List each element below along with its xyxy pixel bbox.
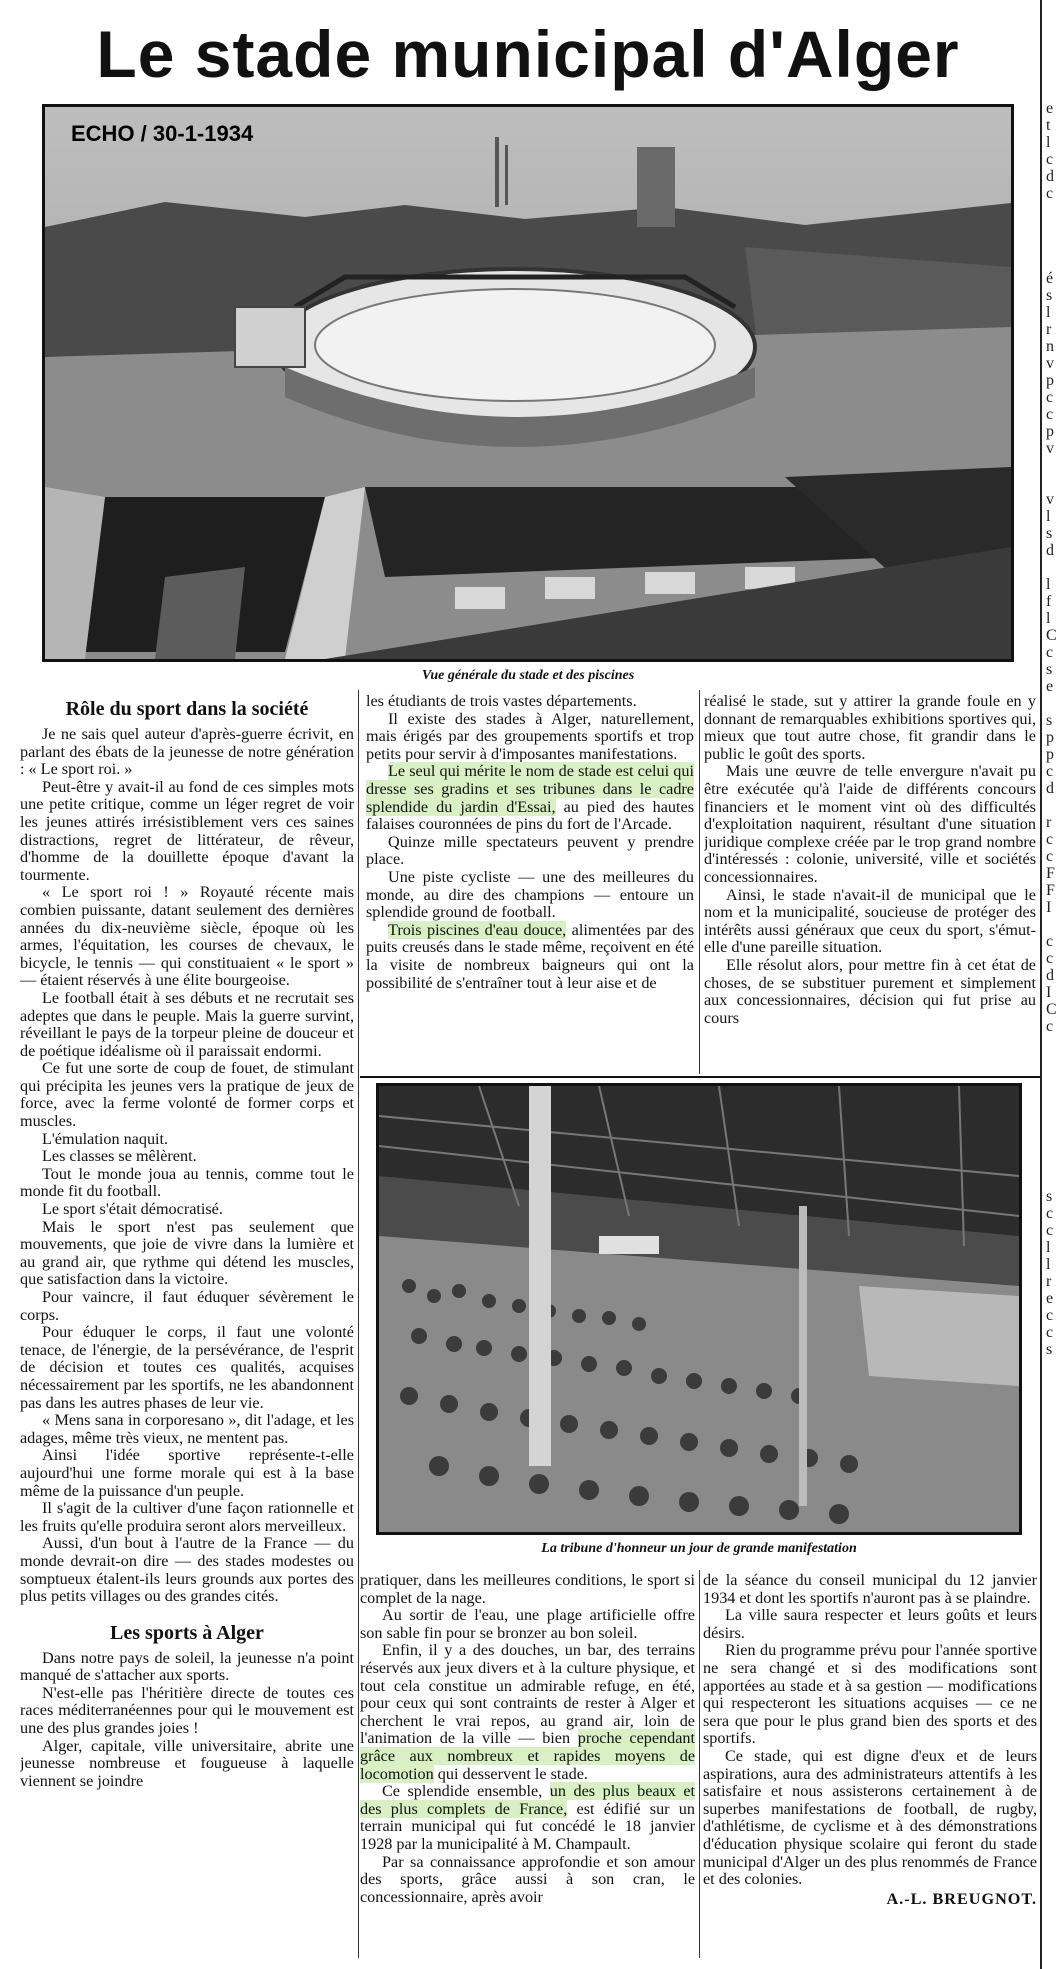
horizontal-rule	[360, 1076, 1040, 1078]
paragraph: Les classes se mêlèrent.	[42, 1147, 197, 1166]
article-column-1	[20, 696, 354, 1958]
paragraph: N'est-elle pas l'héritière directe de toutes ces races méditerranéennes pour qui le mouvement est une des plus grandes joies !	[20, 1683, 354, 1738]
section-title: Rôle du sport dans la société	[65, 698, 309, 720]
column-separator	[358, 690, 359, 1958]
column-rule-right	[1040, 0, 1042, 1969]
article-column-2	[366, 693, 694, 1071]
article-column-3	[704, 693, 1036, 1071]
paragraph: Le sport s'était démocratisé.	[42, 1200, 223, 1219]
paragraph: Je ne sais quel auteur d'après-guerre écrivit, en parlant des ébats de la jeunesse de notre génération : « Le sport roi. »	[20, 725, 354, 779]
paragraph: Tout le monde joua au tennis, comme tout le monde fit du football.	[20, 1164, 354, 1201]
paragraph: Aussi, d'un bout à l'autre de la France — du monde devrait-on dire — des stades modestes ou somptueux étalent-ils leurs grounds aux portes des plus petits villages ou des grandes cités.	[20, 1534, 354, 1606]
paragraph: Peut-être y avait-il au fond de ces simples mots une petite critique, comme un léger regret de voir les jeunes attirés irrésistiblement vers ces saines distractions, regret de littérateur, de rêveur, d'homme de la douillette époque d'avant la tourmente.	[20, 777, 354, 884]
paragraph: Elle résolut alors, pour mettre fin à cet état de choses, de se substituer purement et simplement aux concessionnaires, décision qui fut prise au cours	[704, 955, 1036, 1027]
paragraph: Pour éduquer le corps, il faut une volonté tenace, de l'énergie, de la persévérance, de l'esprit de décision et toutes ces qualités, acquises nécessairement par les sportifs, ne les abandonnent pas dans les autres phases de leur vie.	[20, 1323, 354, 1412]
paragraph: Il s'agit de la cultiver d'une façon rationnelle et les fruits qu'elle produira seront alors merveilleux.	[20, 1499, 354, 1535]
paragraph: Quinze mille spectateurs peuvent y prendre place.	[366, 832, 694, 869]
column-separator	[699, 1570, 700, 1958]
paragraph: pratiquer, dans les meilleures conditions, le sport si complet de la nage.	[360, 1572, 695, 1607]
paragraph	[366, 763, 694, 833]
paragraph: Une piste cycliste — une des meilleures du monde, au dire des champions — entoure un splendide ground de football.	[366, 867, 694, 922]
column-separator	[699, 690, 700, 1074]
stadium-aerial-photo	[42, 104, 1014, 662]
text-run: Ce splendide ensemble,	[382, 1782, 550, 1801]
text-run: est édifié sur un terrain municipal qui fut concédé le 18 janvier 1928 par la municipalité à M. Champault.	[360, 1799, 695, 1853]
paragraph: Ainsi l'idée sportive représente-t-elle aujourd'hui une forme morale qui est à la base même de la puissance d'un peuple.	[20, 1446, 354, 1500]
article-column-5	[703, 1572, 1037, 1958]
adjacent-column-fragment: e t l c d c é s l r n v p c c p v v l s d l f l C c s e s p p c d r c c F F I c c d I C c s c c l l r e c c s	[1046, 100, 1057, 1358]
paragraph: Par sa connaissance approfondie et son amour des sports, grâce aussi à son cran, le concessionnaire, après avoir	[360, 1852, 695, 1906]
paragraph: Ainsi, le stade n'avait-il de municipal que le nom et la municipalité, soucieuse de protéger des intérêts aussi généraux que ceux du sport, s'émut-elle d'une pareille situation.	[704, 885, 1036, 957]
paragraph	[366, 922, 694, 992]
tribune-photo-caption: La tribune d'honneur un jour de grande manifestation	[541, 1541, 857, 1556]
paragraph: réalisé le stade, sut y attirer la grande foule en y donnant de remarquables exhibitions sportives qui, mieux que tout autre chose, fit grandir dans le public le goût des sports.	[704, 693, 1036, 763]
paragraph: Au sortir de l'eau, une plage artificielle offre son sable fin pour se bronzer au bon soleil.	[360, 1606, 695, 1642]
paragraph: Dans notre pays de soleil, la jeunesse n'a point manqué de s'attacher aux sports.	[20, 1648, 354, 1685]
paragraph: Rien du programme prévu pour l'année sportive ne sera changé et si des modifications sont apportées au stade et à sa gestion — modifications qui respecteront les situations acquises — ce ne sera que pour le plus grand bien des sports et des sportifs.	[703, 1641, 1037, 1748]
paragraph: Ce stade, qui est digne d'eux et de leurs aspirations, aura des administrateurs attentifs à les satisfaire et nous assisterons certainement à de superbes manifestations de football, de rugby, d'athlétisme, de cyclisme et à des démonstrations d'éducation physique scolaire qui feront du stade municipal d'Alger un des plus renommés de France et des colonies.	[703, 1746, 1037, 1889]
highlighted-text: proche cependant grâce aux nombreux et rapides moyens de locomotion	[360, 1729, 695, 1783]
article-column-4	[360, 1572, 695, 1952]
paragraph	[360, 1642, 695, 1783]
highlighted-text: Le seul qui mérite le nom de stade est celui qui dresse ses gradins et ses tribunes dans le cadre splendide du jardin d'Essai,	[366, 762, 694, 816]
stadium-photo-caption: Vue générale du stade et des piscines	[421, 668, 635, 683]
highlighted-text: Trois piscines d'eau douce,	[388, 920, 567, 939]
paragraph: La ville saura respecter et leurs goûts et leurs désirs.	[703, 1606, 1037, 1642]
paragraph: L'émulation naquit.	[42, 1129, 169, 1148]
paragraph: les étudiants de trois vastes départements.	[366, 693, 637, 710]
paragraph: « Mens sana in corporesano », dit l'adage, et les adages, même très vieux, ne mentent pas.	[20, 1411, 354, 1447]
paragraph: Alger, capitale, ville universitaire, abrite une jeunesse nombreuse et fougueuse à laquelle viennent se joindre	[20, 1736, 354, 1790]
text-run: qui desservent le stade.	[433, 1764, 588, 1783]
section-title: Les sports à Alger	[110, 1621, 264, 1644]
paragraph: Mais une œuvre de telle envergure n'avait pu être exécutée qu'à l'aide de différents concours financiers et le moment vint où des difficultés d'exploitation naquirent, résultant d'une situation juridique complexe créée par le trop grand nombre d'intéressés : colonie, université, ville et sociétés concessionnaires.	[704, 762, 1036, 886]
headline: Le stade municipal d'Alger	[96, 17, 960, 91]
text-run: alimentées par des puits creusés dans le stade même, reçoivent en été la visite de nombreux baigneurs qui ont la possibilité de s'entraîner tout à leur aise et de	[366, 920, 694, 992]
stadium-photo-art	[45, 107, 1011, 659]
author-signature: A.-L. BREUGNOT.	[886, 1889, 1037, 1908]
paragraph: Il existe des stades à Alger, naturellement, mais érigés par des groupements sportifs et trop petits pour servir à d'imposantes manifestations.	[366, 709, 694, 763]
paragraph: Le football était à ses débuts et ne recrutait ses adeptes que dans le peuple. Mais la guerre survint, réveillant le pays de la torpeur pleine de douceur et de poétique idéalisme où il paraissait endormi.	[20, 988, 354, 1060]
paragraph	[360, 1783, 695, 1853]
tribune-photo-art	[379, 1086, 1019, 1532]
highlighted-text: un des plus beaux et des plus complets de France,	[360, 1782, 695, 1818]
text-run: Enfin, il y a des douches, un bar, des terrains réservés aux jeux divers et à la culture physique, et tout cela constitue un admirable refuge, en été, pour ceux qui sont contraints de rester à Alger et cherchent le vrai repos, au grand air, loin de l'animation de la ville — bien	[360, 1641, 695, 1748]
paragraph: Ce fut une sorte de coup de fouet, de stimulant qui précipita les jeunes vers la pratique de jeux de force, avec la ferme volonté de former corps et muscles.	[20, 1059, 354, 1131]
paragraph: de la séance du conseil municipal du 12 janvier 1934 et dont les sportifs n'auront pas à se plaindre.	[703, 1572, 1037, 1607]
paragraph: « Le sport roi ! » Royauté récente mais combien puissante, datant seulement des dernières années du dix-neuvième siècle, époque où les armes, l'équitation, les courses de chevaux, le bicycle, le tennis — qui constituaient « le sport » — étaient réservés à une élite bourgeoise.	[20, 883, 354, 990]
paragraph: Mais le sport n'est pas seulement que mouvements, que joie de vivre dans la lumière et au grand air, que rythme qui détend les muscles, que satisfaction dans la victoire.	[20, 1217, 354, 1289]
date-stamp: ECHO / 30-1-1934	[71, 121, 254, 146]
text-run: au pied des hautes falaises couronnées de pins du fort de l'Arcade.	[366, 797, 694, 834]
tribune-crowd-photo	[376, 1083, 1022, 1535]
paragraph: Pour vaincre, il faut éduquer sévèrement le corps.	[20, 1288, 354, 1324]
